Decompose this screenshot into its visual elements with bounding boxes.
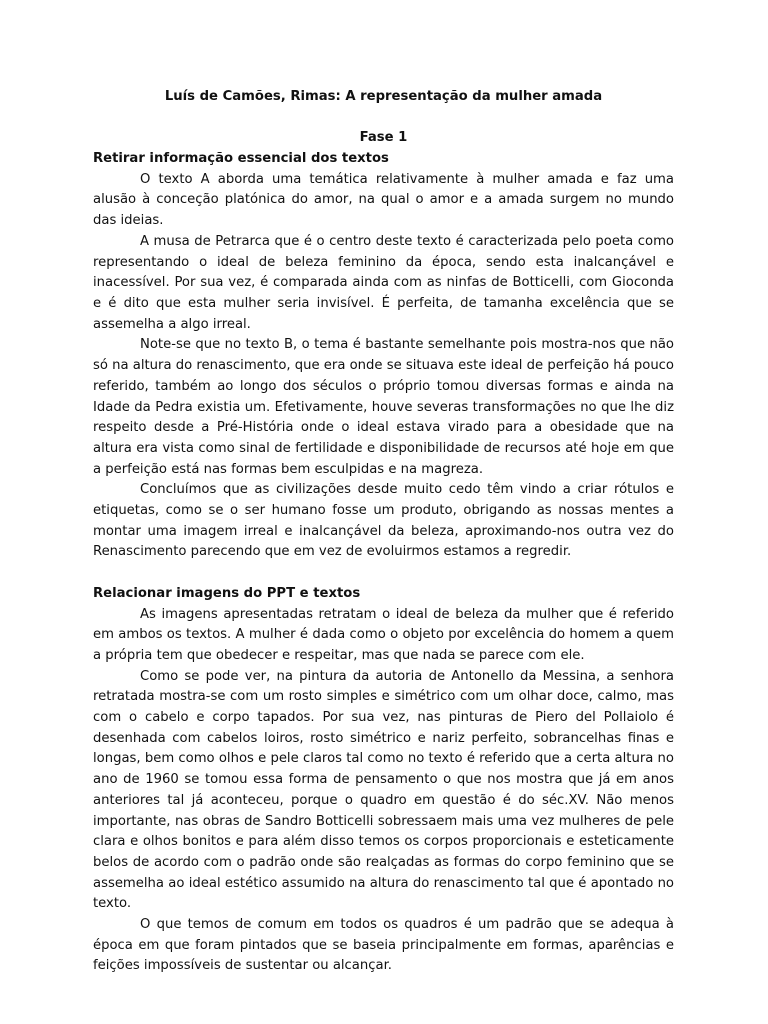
section-spacer	[93, 563, 674, 584]
paragraph: Concluímos que as civilizações desde muito cedo têm vindo a criar rótulos e etiquetas, como se o ser humano fosse um produto, obrigando as nossas mentes a montar uma imagem irreal e inalcançável da beleza, aproximando-nos outra vez do Renascimento parecendo que em vez de evoluirmos estamos a regredir.	[93, 482, 674, 560]
document-page	[93, 87, 674, 977]
paragraph: Como se pode ver, na pintura da autoria de Antonello da Messina, a senhora retratada mostra-se com um rosto simples e simétrico com um olhar doce, calmo, mas com o cabelo e corpo tapados. Por sua vez, nas pinturas de Piero del Pollaiolo é desenhada com cabelos loiros, rosto simétrico e nariz perfeito, sobrancelhas finas e longas, bem como olhos e pele claros tal como no texto é referido que a certa altura no ano de 1960 se tomou essa forma de pensamento o que nos mostra que já em anos anteriores tal já aconteceu, porque o quadro em questão é do séc.XV. Não menos importante, nas obras de Sandro Botticelli sobressaem mais uma vez mulheres de pele clara e olhos bonitos e para além disso temos os corpos proporcionais e esteticamente belos de acordo com o padrão onde são realçadas as formas do corpo feminino que se assemelha ao ideal estético assumido na altura do renascimento tal que é apontado no texto.	[93, 668, 674, 912]
paragraph: A musa de Petrarca que é o centro deste texto é caracterizada pelo poeta como representando o ideal de beleza feminino da época, sendo esta inalcançável e inacessível. Por sua vez, é comparada ainda com as ninfas de Botticelli, com Gioconda e é dito que esta mulher seria invisível. É perfeita, de tamanha excelência que se assemelha a algo irreal.	[93, 233, 674, 332]
section-heading-essential-info: Retirar informação essencial dos textos	[93, 151, 389, 167]
paragraph: Note-se que no texto B, o tema é bastante semelhante pois mostra-nos que não só na altura do renascimento, que era onde se situava este ideal de perfeição há pouco referido, também ao longo dos séculos o próprio tomou diversas formas e ainda na Idade da Pedra existia um. Efetivamente, houve severas transformações no que lhe diz respeito desde a Pré-História onde o ideal estava virado para a obesidade que na altura era vista como sinal de fertilidade e disponibilidade de recursos até hoje em que a perfeição está nas formas bem esculpidas e na magreza.	[93, 337, 675, 477]
phase-label: Fase 1	[359, 130, 408, 146]
paragraph: O que temos de comum em todos os quadros é um padrão que se adequa à época em que foram pintados que se baseia principalmente em formas, aparências e feições impossíveis de sustentar ou alcançar.	[93, 917, 674, 974]
paragraph: O texto A aborda uma temática relativamente à mulher amada e faz uma alusão à conceção platónica do amor, na qual o amor e a amada surgem no mundo das ideias.	[93, 171, 674, 229]
section-heading-ppt-images: Relacionar imagens do PPT e textos	[93, 585, 361, 601]
document-title: Luís de Camões, Rimas: A representação da mulher amada	[164, 89, 603, 104]
paragraph: As imagens apresentadas retratam o ideal de beleza da mulher que é referido em ambos os textos. A mulher é dada como o objeto por excelência do homem a quem a própria tem que obedecer e respeitar, mas que nada se parece com ele.	[93, 606, 674, 663]
